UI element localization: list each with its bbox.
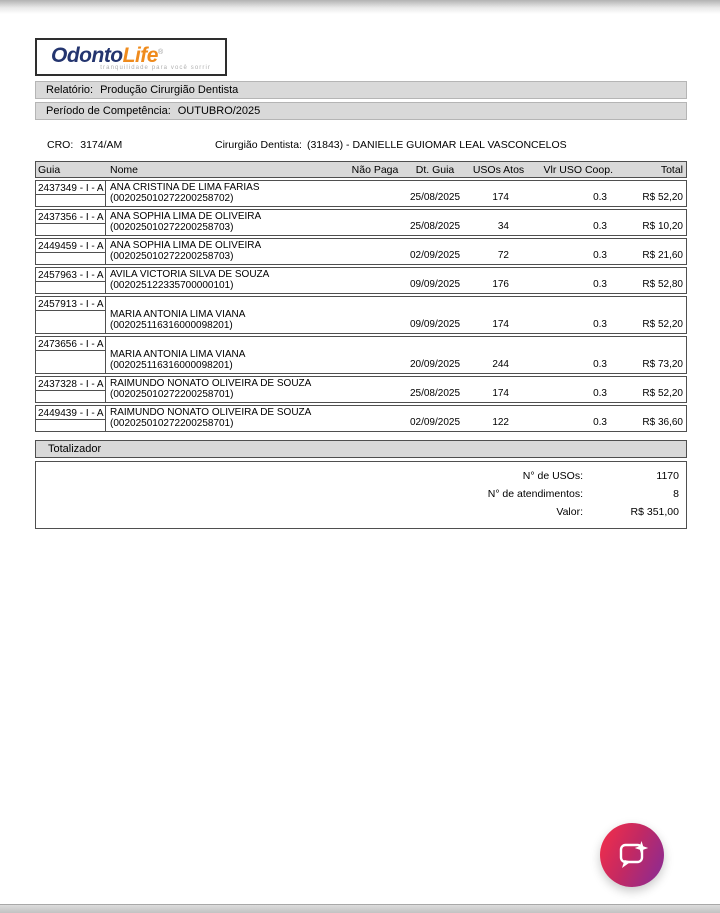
nao-paga-cell [346, 268, 404, 293]
usos-atos-cell: 174 [492, 192, 509, 203]
odontolife-logo [35, 38, 227, 76]
logo-odonto-text: Odonto [51, 44, 123, 67]
usos-atos-cell: 244 [492, 359, 509, 370]
vlr-uso-coop-cell: 0.3 [593, 221, 607, 232]
guia-cell: 2437356 - I - A [36, 210, 106, 235]
nome-cell: RAIMUNDO NONATO OLIVEIRA DE SOUZA (002025010272200258701) [110, 407, 312, 429]
nao-paga-cell [346, 406, 404, 431]
logo-wordmark [51, 42, 217, 66]
total-atendimentos-value: 8 [673, 488, 679, 500]
nao-paga-cell [346, 181, 404, 206]
usos-atos-cell: 122 [492, 417, 509, 428]
chat-button[interactable] [600, 823, 664, 887]
total-cell: R$ 52,20 [642, 192, 683, 203]
nome-cell: MARIA ANTONIA LIMA VIANA (002025116316000098201) [110, 349, 245, 371]
vlr-uso-coop-cell: 0.3 [593, 192, 607, 203]
totals-box [35, 461, 687, 529]
vlr-uso-coop-cell: 0.3 [593, 417, 607, 428]
column-header-total: Total [660, 163, 683, 176]
report-value: Produção Cirurgião Dentista [100, 84, 239, 96]
guia-cell: 2457913 - I - A [36, 297, 106, 333]
nao-paga-cell [346, 210, 404, 235]
report-title-bar [35, 81, 687, 99]
table-row [35, 267, 687, 294]
total-cell: R$ 52,20 [642, 319, 683, 330]
period-value: OUTUBRO/2025 [177, 105, 261, 117]
column-header-usos-atos: USOs Atos [472, 163, 525, 176]
total-atendimentos-line [36, 485, 686, 503]
guia-cell: 2473656 - I - A [36, 337, 106, 373]
table-row [35, 376, 687, 403]
column-header-dt-guia: Dt. Guia [415, 163, 455, 176]
nome-cell: ANA CRISTINA DE LIMA FARIAS (002025010272200258702) [110, 182, 260, 204]
dentist-info-line [35, 139, 687, 151]
logo-life-text: Life [122, 44, 158, 67]
dt-guia-cell: 25/08/2025 [409, 192, 461, 203]
dt-guia-cell: 20/09/2025 [409, 359, 461, 370]
vlr-uso-coop-cell: 0.3 [593, 359, 607, 370]
vlr-uso-coop-cell: 0.3 [593, 250, 607, 261]
registered-trademark-symbol: ® [157, 49, 163, 56]
dentist-info [215, 139, 567, 151]
table-row [35, 180, 687, 207]
usos-atos-cell: 174 [492, 388, 509, 399]
total-atendimentos-label: N° de atendimentos: [487, 488, 583, 500]
vlr-uso-coop-cell: 0.3 [593, 279, 607, 290]
total-valor-value: R$ 351,00 [630, 506, 679, 518]
table-row [35, 238, 687, 265]
total-cell: R$ 52,20 [642, 388, 683, 399]
nome-cell: RAIMUNDO NONATO OLIVEIRA DE SOUZA (002025010272200258701) [110, 378, 312, 400]
report-label: Relatório: [46, 84, 94, 96]
total-cell: R$ 73,20 [642, 359, 683, 370]
vlr-uso-coop-cell: 0.3 [593, 388, 607, 399]
table-row [35, 209, 687, 236]
nao-paga-cell [346, 377, 404, 402]
dentist-value: (31843) - DANIELLE GUIOMAR LEAL VASCONCELOS [306, 139, 567, 151]
column-header-nome: Nome [110, 163, 139, 176]
period-label: Período de Competência: [46, 105, 171, 117]
usos-atos-cell: 72 [497, 250, 509, 261]
usos-atos-cell: 176 [492, 279, 509, 290]
chat-bubble-sparkle-icon [615, 839, 649, 871]
nome-cell: ANA SOPHIA LIMA DE OLIVEIRA (002025010272200258703) [110, 211, 261, 233]
usos-atos-cell: 34 [497, 221, 509, 232]
nome-cell: MARIA ANTONIA LIMA VIANA (002025116316000098201) [110, 309, 245, 331]
guia-cell: 2437349 - I - A [36, 181, 106, 206]
nao-paga-cell [346, 337, 404, 373]
cro-info [47, 139, 122, 151]
column-header-vlr-uso-coop: Vlr USO Coop. [543, 163, 613, 176]
dentist-label: Cirurgião Dentista: [215, 139, 302, 151]
total-valor-label: Valor: [556, 506, 583, 518]
cro-value: 3174/AM [80, 139, 123, 151]
column-header-guia: Guia [38, 163, 61, 176]
dt-guia-cell: 02/09/2025 [409, 250, 461, 261]
table-body [35, 180, 687, 432]
totalizador-header [35, 440, 687, 458]
period-bar [35, 102, 687, 120]
nao-paga-cell [346, 297, 404, 333]
nao-paga-cell [346, 239, 404, 264]
guia-cell: 2449459 - I - A [36, 239, 106, 264]
page-bottom-bar [0, 904, 720, 913]
total-usos-label: N° de USOs: [522, 470, 583, 482]
total-usos-value: 1170 [656, 470, 679, 482]
total-cell: R$ 21,60 [642, 250, 683, 261]
logo-tagline: tranquilidade para você sorrir [100, 65, 211, 71]
table-row [35, 296, 687, 334]
dt-guia-cell: 02/09/2025 [409, 417, 461, 428]
guia-cell: 2457963 - I - A [36, 268, 106, 293]
production-table [35, 161, 687, 432]
dt-guia-cell: 09/09/2025 [409, 319, 461, 330]
table-row [35, 336, 687, 374]
total-cell: R$ 36,60 [642, 417, 683, 428]
column-header-nao-paga: Não Paga [351, 163, 399, 176]
nome-cell: ANA SOPHIA LIMA DE OLIVEIRA (002025010272200258703) [110, 240, 261, 262]
dt-guia-cell: 25/08/2025 [409, 388, 461, 399]
total-cell: R$ 10,20 [642, 221, 683, 232]
nome-cell: AVILA VICTORIA SILVA DE SOUZA (002025122335700000101) [110, 269, 270, 291]
cro-label: CRO: [47, 139, 74, 151]
totalizador-title: Totalizador [48, 443, 102, 455]
dt-guia-cell: 25/08/2025 [409, 221, 461, 232]
usos-atos-cell: 174 [492, 319, 509, 330]
report-page [35, 0, 687, 529]
total-usos-line [36, 467, 686, 485]
guia-cell: 2437328 - I - A [36, 377, 106, 402]
dt-guia-cell: 09/09/2025 [409, 279, 461, 290]
vlr-uso-coop-cell: 0.3 [593, 319, 607, 330]
table-header-row [35, 161, 687, 178]
table-row [35, 405, 687, 432]
total-cell: R$ 52,80 [642, 279, 683, 290]
total-valor-line [36, 503, 686, 521]
guia-cell: 2449439 - I - A [36, 406, 106, 431]
